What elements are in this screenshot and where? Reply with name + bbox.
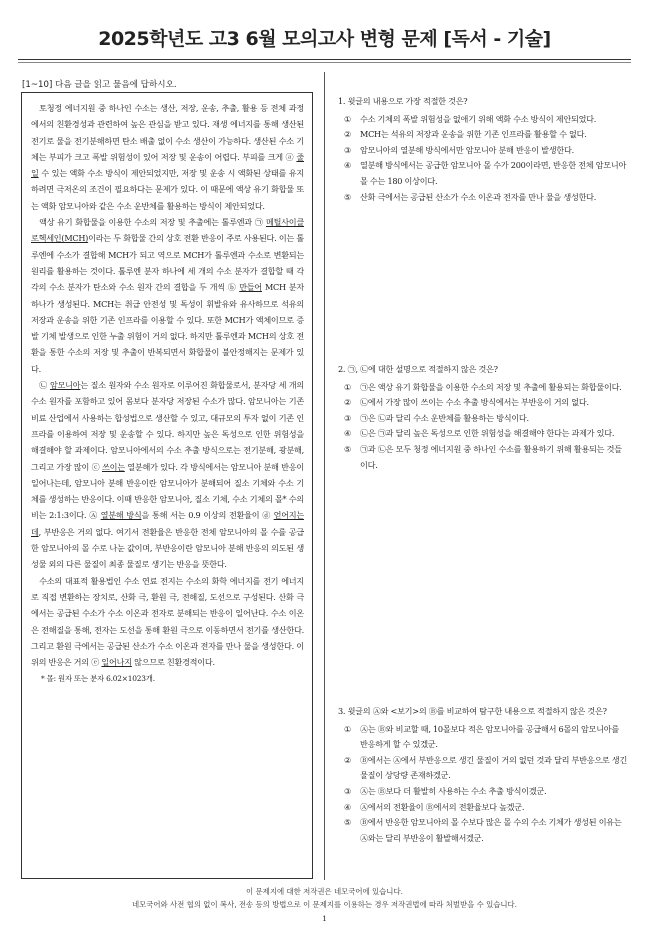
passage-paragraph-3: ㉡ 암모니아는 질소 원자와 수소 원자로 이루어진 화합물로서, 분자당 세 개의 수소 원자를 포함하고 있어 몸보다 분자당 저장된 수소가 많다. 암모니아는 기존 비료 산업에서 사용하는 합성법으로 생산할 수 있고, 대규모의 투자 없이 기존 인프라를 이용하여 저장 및 운송할 수 있다. 하지만 높은 독성으로 인한 위험성을 해결해야 할 과제이다. 암모니아에서의 수소 추출 방식으로는 전기분해, 광분해, 그리고 가장 많이 ⓒ 쓰이는 열분해가 있다. 각 방식에서는 암모니아 분해 반응이 일어나는데, 암모니아 분해 반응이란 암모니아가 분해되어 질소 기체와 수소 기체를 생성하는 반응이다. 이때 반응한 암모니아, 질소 기체, 수소 기체의 몰* 수의 비는 2:1:3이다. Ⓐ 열분해 방식을 통해 서는 0.9 이상의 전환율이 ⓓ 얻어지는데, 부반응은 거의 없다. 여기서 전환율은 반응한 전체 암모니아의 몰 수를 공급한 암모니아의 몰 수로 나눈 값이며, 부반응이란 암모니아 분해 반응의 의도된 생성물 외의 다른 물질이 최종 물질로 생기는 반응을 뜻한다. <box>31 380 305 570</box>
question-stem: 2. ㉠, ㉡에 대한 설명으로 적절하지 않은 것은? <box>338 364 498 374</box>
question-stem: 1. 윗글의 내용으로 가장 적절한 것은? <box>338 96 468 106</box>
question-3 <box>338 704 628 846</box>
question-stem: 3. 윗글의 Ⓐ와 <보기>의 Ⓑ를 비교하여 탐구한 내용으로 적절하지 않은 것은? <box>338 706 607 716</box>
question-2 <box>338 362 628 473</box>
answer-option[interactable]: ① ㉠은 액상 유기 화합물을 이용한 수소의 저장 및 추출에 활용되는 화합물이다. <box>344 381 622 392</box>
question-1 <box>338 94 628 205</box>
answer-option[interactable]: ④ Ⓐ에서의 전환율이 Ⓑ에서의 전환율보다 높겠군. <box>344 801 525 812</box>
answer-option[interactable]: ② MCH는 석유의 저장과 운송을 위한 기존 인프라를 활용할 수 없다. <box>344 129 587 140</box>
footnote: * 몰: 원자 또는 분자 6.02×1023개. <box>41 674 155 684</box>
answer-option[interactable]: ① 수소 기체의 폭발 위험성을 없애기 위해 액화 수소 방식이 제안되었다. <box>344 113 597 124</box>
passage-paragraph-4: 수소의 대표적 활용법인 수소 연료 전지는 수소의 화학 에너지를 전기 에너지로 직접 변환하는 장치로, 산화 극, 환원 극, 전해질, 도선으로 구성된다. 산화 극에서는 공급된 수소가 수소 이온과 전자로 분해되는 반응이 일어난다. 수소 이온은 전해질을 통해, 전자는 도선을 통해 환원 극으로 이동하면서 전기를 생산한다. 그리고 환원 극에서는 공급된 산소가 수소 이온과 전자를 만나 물을 생성한다. 이 위의 반응은 거의 ⓔ 일어나지 않으므로 친환경적이다. <box>31 575 304 668</box>
answer-option[interactable]: ⑤ Ⓑ에서 반응한 암모니아의 몰 수보다 많은 몰 수의 수소 기체가 생성된 이유는 Ⓐ와는 달리 부반응이 활발해서겠군. <box>344 817 622 843</box>
reading-passage <box>21 92 313 879</box>
answer-option[interactable]: ① Ⓐ는 Ⓑ와 비교할 때, 10몰보다 적은 암모니아를 공급해서 6몰의 암모니아를 반응하게 할 수 있겠군. <box>344 723 620 750</box>
answer-option[interactable]: ② Ⓑ에서는 Ⓐ에서 부반응으로 생긴 물질이 거의 없던 것과 달리 부반응으로 생긴 물질이 상당량 존재하겠군. <box>344 754 628 781</box>
answer-option[interactable]: ④ ㉡은 ㉠과 달리 높은 독성으로 인한 위험성을 해결해야 한다는 과제가 있다. <box>344 428 615 439</box>
copyright-warning: 네모국어와 사전 협의 없이 복사, 전송 등의 방법으로 이 문제지를 이용하는 경우 저작권법에 따라 처벌받을 수 있습니다. <box>132 900 517 909</box>
passage-paragraph-2: 액상 유기 화합물을 이용한 수소의 저장 및 추출에는 톨루엔과 ㉠ 메틸사이클로헥세인(MCH)이라는 두 화합물 간의 상호 전환 반응이 주로 사용된다. 이는 톨루엔에 수소가 결합해 MCH가 되고 역으로 MCH가 톨루엔과 수소로 변환되는 원리를 활용하는 것이다. 톨루엔 분자 하나에 세 개의 수소 분자가 결합할 때 각각의 수소 분자가 탄소와 수소 원자 간의 결합을 두 개씩 ⓑ 만들어 MCH 분자 하나가 생성된다. MCH는 취급 안전성 및 독성이 휘발유와 유사하므로 석유의 저장과 운송을 위한 기존 인프라를 이용할 수 있다. 또한 MCH가 액체이므로 증발 기체 발생으로 인한 누출 위험이 거의 없다. 하지만 톨루엔과 MCH의 상호 전환을 통한 수소의 저장 및 추출이 반복되면서 화합물이 불안정해지는 문제가 있다. <box>31 217 304 374</box>
answer-option[interactable]: ⑤ 산화 극에서는 공급된 산소가 수소 이온과 전자를 만나 물을 생성한다. <box>344 191 597 202</box>
copyright-line: 이 문제지에 대한 저작권은 네모국어에 있습니다. <box>246 887 403 896</box>
column-divider <box>324 72 325 880</box>
title-rule-thin <box>18 62 631 63</box>
answer-option[interactable]: ③ Ⓐ는 Ⓑ보다 더 활발히 사용하는 수소 추출 방식이겠군. <box>344 785 547 796</box>
answer-option[interactable]: ③ ㉠은 ㉡과 달리 수소 운반체를 활용하는 방식이다. <box>344 412 529 423</box>
passage-paragraph-1: 토청정 에너지원 중 하나인 수소는 생산, 저장, 운송, 추출, 활용 등 전체 과정에서의 친환경성과 관련하여 높은 관심을 받고 있다. 재생 에너지를 통해 생산된 전기로 물을 전기분해하면 탄소 배출 없이 수소 생산이 가능하다. 생산된 수소 기체는 부피가 크고 폭발 위험성이 있어 저장 및 운송이 어렵다. 부피를 크게 ⓐ 줄일 수 있는 액화 수소 방식이 제안되었지만, 저장 및 운송 시 액화된 상태를 유지하려면 극저온의 조건이 필요하다는 문제가 있다. 이 때문에 액상 유기 화합물 또는 액화 암모니아와 같은 수소 운반체를 활용하는 방식이 제안되었다. <box>31 103 304 211</box>
answer-option[interactable]: ⑤ ㉠과 ㉡은 모두 청정 에너지원 중 하나인 수소를 활용하기 위해 활용되는 것들이다. <box>344 443 622 470</box>
instruction: [1~10] 다음 글을 읽고 물음에 답하시오. <box>22 80 177 90</box>
answer-option[interactable]: ④ 열분해 방식에서는 공급한 암모니아 몰 수가 200이라면, 반응한 전체 암모니아 몰 수는 180 이상이다. <box>344 160 627 186</box>
answer-option[interactable]: ③ 암모니아의 열분해 방식에서만 암모니아 분해 반응이 발생한다. <box>344 144 574 155</box>
page-title: 2025학년도 고3 6월 모의고사 변형 문제 [독서 - 기술] <box>98 28 551 50</box>
answer-option[interactable]: ② ㉡에서 가장 많이 쓰이는 수소 추출 방식에서는 부반응이 거의 없다. <box>344 397 589 408</box>
title-rule <box>18 59 631 60</box>
page-number: 1 <box>322 914 327 923</box>
copyright-notice <box>0 885 649 911</box>
